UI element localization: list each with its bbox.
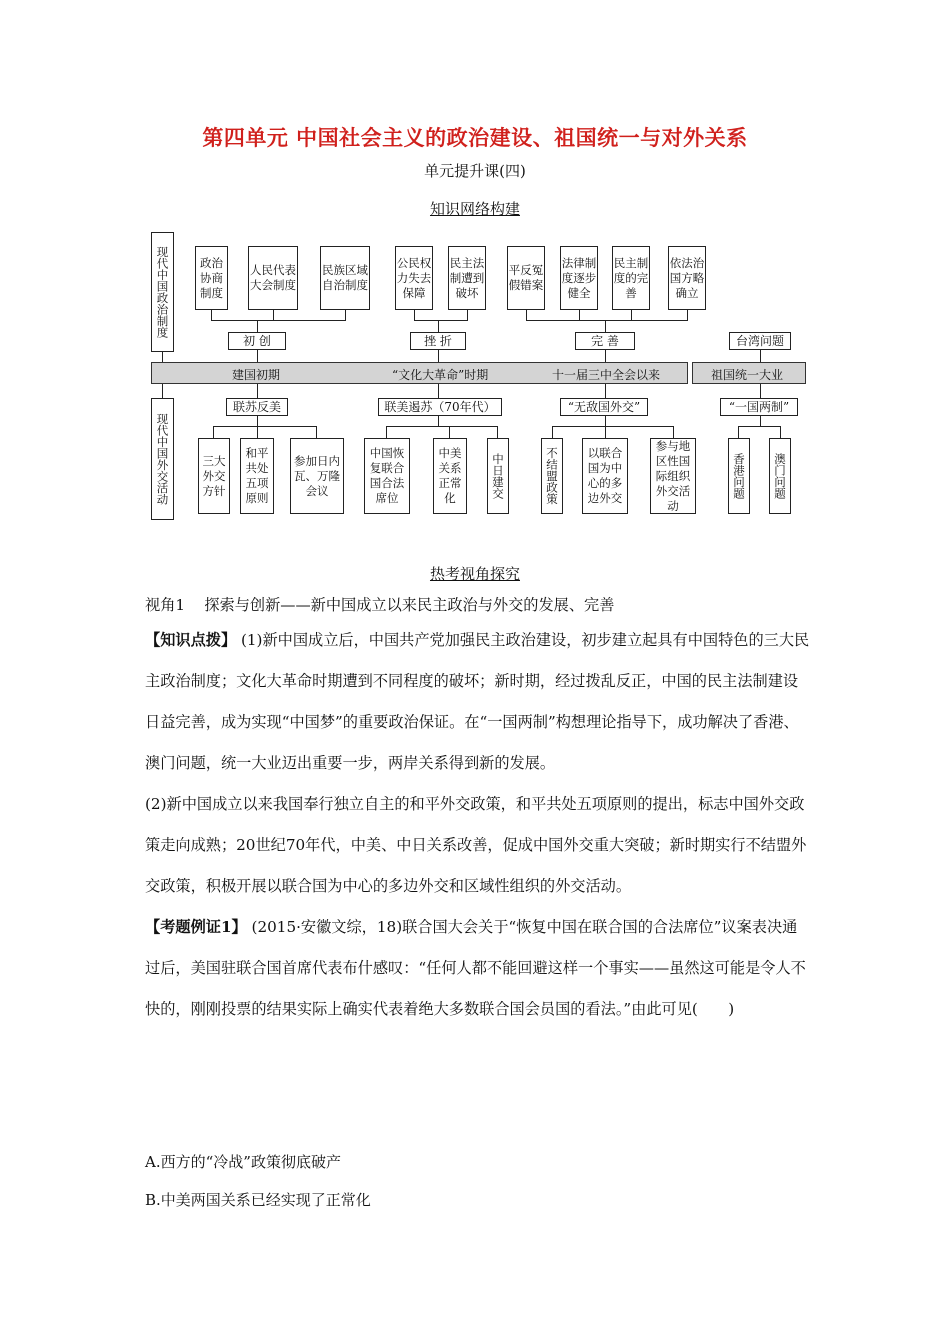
diagram-box-top: 民族区域自治制度 [320, 246, 370, 310]
diagram-box-top: 依法治国方略确立 [668, 246, 706, 310]
diagram-box-bottom: 澳门问题 [769, 438, 791, 514]
knowledge-paragraph-1: 【知识点拨】 (1)新中国成立后，中国共产党加强民主政治建设，初步建立起具有中国特色的三大民主政治制度；文化大革命时期遭到不同程度的破坏；新时期，经过拨乱反正，中国的民主法制建设日益完善，成为实现“中国梦”的重要政治保证。在“一国两制”构想理论指导下，成功解决了香港、澳门问题，统一大业迈出重要一步，两岸关系得到新的发展。 [145, 631, 810, 772]
diagram-box-top: 平反冤假错案 [507, 246, 545, 310]
diagram-box-top: 人民代表大会制度 [248, 246, 298, 310]
diagram-box-top: 民主制度的完善 [612, 246, 650, 310]
option-b: B.中美两国关系已经实现了正常化 [145, 1191, 371, 1209]
diagram-box-top: 民主法制遭到破坏 [448, 246, 486, 310]
diagram-box-bottom: 三大外交方针 [198, 438, 230, 514]
diagram-box-bottom: 不结盟政策 [541, 438, 563, 514]
diagram-box-bottom: 香港问题 [728, 438, 750, 514]
knowledge-paragraph-2: (2)新中国成立以来我国奉行独立自主的和平外交政策，和平共处五项原则的提出，标志中国外交政策走向成熟；20世纪70年代，中美、中日关系改善，促成中国外交重大突破；新时期实行不结盟外交政策，积极开展以联合国为中心的多边外交和区域性组织的外交活动。 [145, 795, 807, 895]
diagram-policy-label: 联苏反美 [226, 398, 288, 416]
diagram-box-bottom: 以联合国为中心的多边外交 [582, 438, 628, 514]
timeline-period: 十一届三中全会以来 [552, 368, 661, 382]
timeline-period: 祖国统一大业 [711, 368, 784, 382]
diagram-box-top: 政治协商制度 [195, 246, 228, 310]
diagram-box-bottom: 参与地区性国际组织外交活动 [650, 438, 696, 514]
diagram-policy-label: “无敌国外交” [560, 398, 648, 416]
knowledge-network-diagram [0, 0, 950, 540]
option-a: A.西方的“冷战”政策彻底破产 [145, 1153, 341, 1171]
body-text [145, 590, 810, 1030]
diagram-box-bottom: 参加日内瓦、万隆会议 [290, 438, 344, 514]
diagram-stage-label: 完 善 [575, 332, 635, 350]
timeline-period: “文化大革命”时期 [392, 368, 489, 382]
diagram-box-bottom: 和平共处五项原则 [240, 438, 274, 514]
section-heading-hot-topics: 热考视角探究 [429, 565, 520, 583]
diagram-left-label-politics: 现代中国政治制度 [151, 232, 174, 352]
page-title: 第四单元 中国社会主义的政治建设、祖国统一与对外关系 [202, 125, 748, 150]
timeline-bar [151, 362, 688, 384]
page-subtitle: 单元提升课(四) [424, 162, 526, 180]
timeline-period: 建国初期 [232, 368, 281, 382]
diagram-box-bottom: 中日建交 [487, 438, 509, 514]
diagram-stage-label: 挫 折 [410, 332, 466, 350]
diagram-box-bottom: 中国恢复联合国合法席位 [364, 438, 410, 514]
diagram-left-label-diplomacy: 现代中国外交活动 [151, 398, 174, 520]
diagram-policy-label: “一国两制” [720, 398, 798, 416]
diagram-stage-label: 初 创 [228, 332, 286, 350]
exam-example-paragraph: 【考题例证1】 (2015·安徽文综，18)联合国大会关于“恢复中国在联合国的合法席位”议案表决通过后，美国驻联合国首席代表布什感叹：“任何人都不能回避这样一个事实——虽然这可能是令人不快的，刚刚投票的结果实际上确实代表着绝大多数联合国会员国的看法。”由此可见( ) [145, 918, 806, 1018]
diagram-box-top: 法律制度逐步健全 [560, 246, 598, 310]
diagram-box-bottom: 中美关系正常化 [433, 438, 467, 514]
timeline-bar-reunification [692, 362, 806, 384]
section-heading-knowledge-network: 知识网络构建 [429, 200, 520, 218]
angle-heading: 视角1 探索与创新——新中国成立以来民主政治与外交的发展、完善 [145, 596, 615, 614]
diagram-stage-label: 台湾问题 [729, 332, 791, 350]
diagram-box-top: 公民权力失去保障 [395, 246, 433, 310]
diagram-policy-label: 联美遏苏（70年代） [378, 398, 502, 416]
